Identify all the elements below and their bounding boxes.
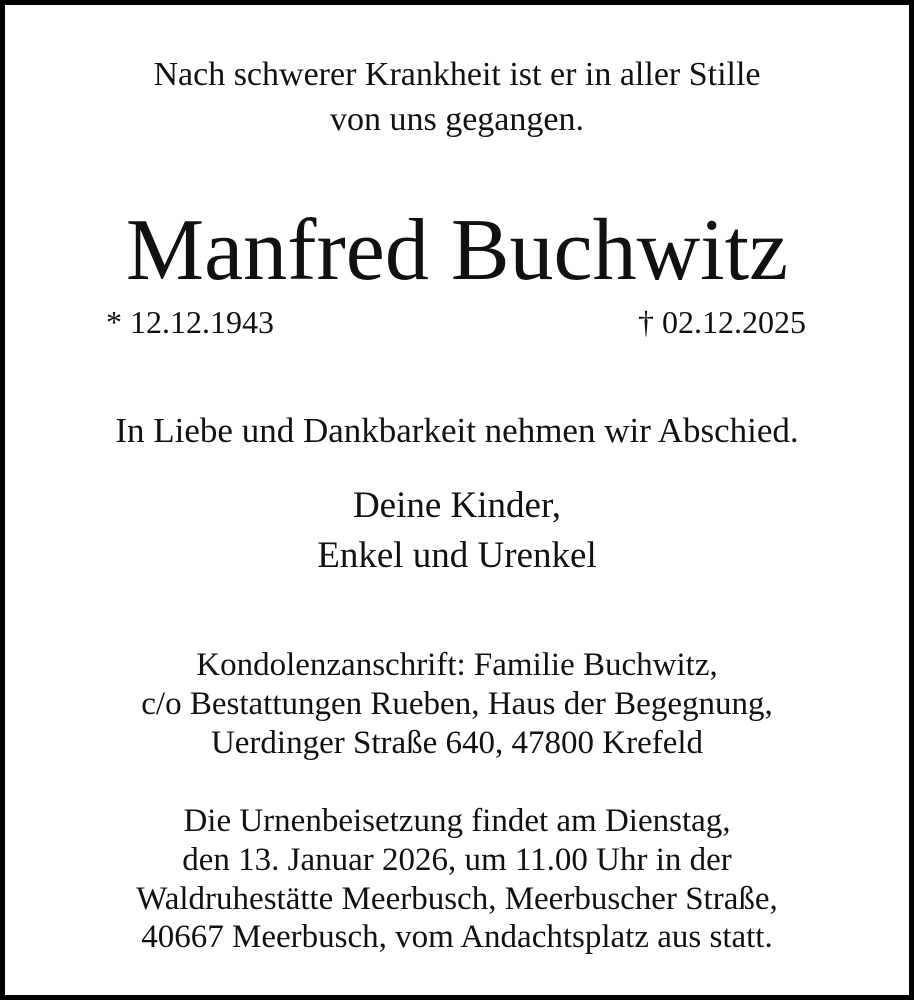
deceased-name: Manfred Buchwitz (125, 202, 789, 299)
birth-date: * 12.12.1943 (106, 304, 274, 340)
burial-line: 40667 Meerbusch, vom Andachtsplatz aus statt. (141, 919, 773, 955)
condolence-line: c/o Bestattungen Rueben, Haus der Begegnung, (141, 686, 773, 722)
death-date: † 02.12.2025 (638, 304, 806, 340)
condolence-line: Uerdinger Straße 640, 47800 Krefeld (210, 725, 704, 761)
mourners-line: Deine Kinder, (352, 485, 562, 526)
mourners-line: Enkel und Urenkel (317, 535, 597, 576)
burial-line: den 13. Januar 2026, um 11.00 Uhr in der (182, 842, 732, 878)
intro-line: Nach schwerer Krankheit ist er in aller Stille (153, 56, 761, 93)
burial-line: Die Urnenbeisetzung findet am Dienstag, (183, 803, 731, 839)
farewell-text: In Liebe und Dankbarkeit nehmen wir Abschied. (115, 411, 799, 450)
burial-line: Waldruhestätte Meerbusch, Meerbuscher Straße, (136, 881, 778, 917)
intro-line: von uns gegangen. (329, 101, 584, 138)
condolence-line: Kondolenzanschrift: Familie Buchwitz, (196, 647, 718, 683)
